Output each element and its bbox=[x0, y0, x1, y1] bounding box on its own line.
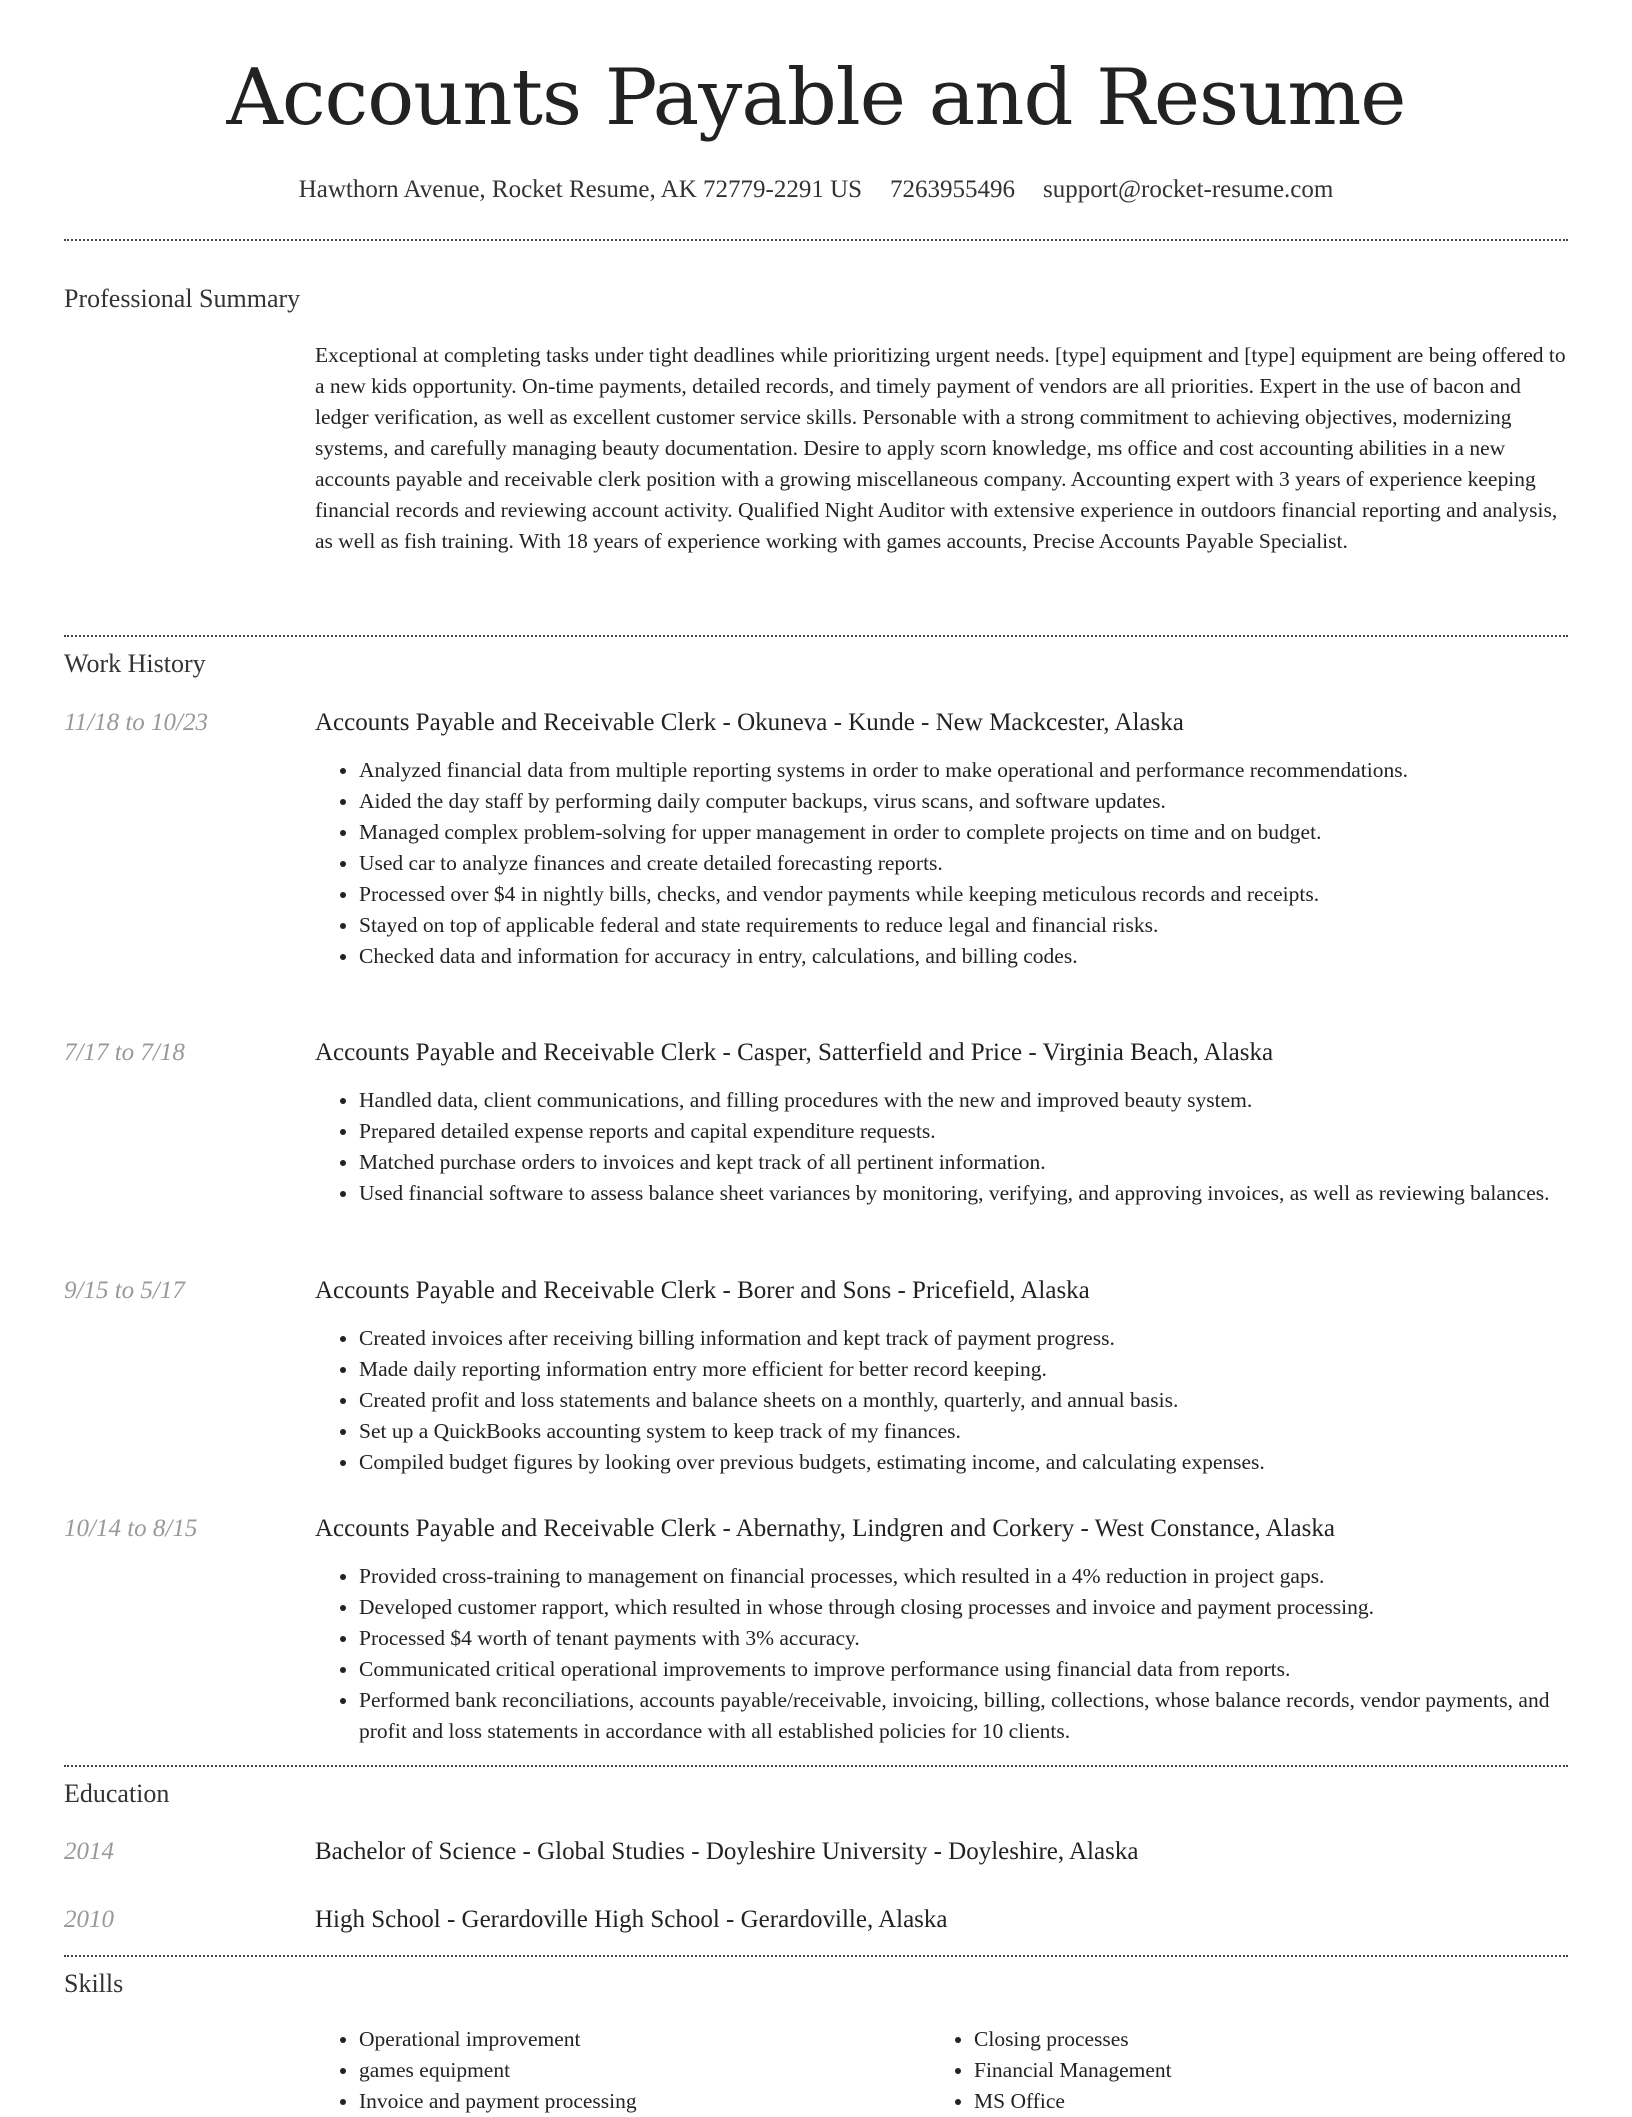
job-bullet: • Stayed on top of applicable federal and state requirements to reduce legal and financial risks. bbox=[359, 910, 1570, 941]
skill-item: • Closing processes bbox=[974, 2024, 1490, 2055]
resume-title: Accounts Payable and Resume bbox=[226, 53, 1406, 143]
job-bullet: • Communicated critical operational improvements to improve performance using financial data from reports. bbox=[359, 1654, 1570, 1685]
job-role: Accounts Payable and Receivable Clerk bbox=[315, 1277, 717, 1304]
skill-item: • games equipment bbox=[359, 2055, 875, 2086]
job-heading bbox=[315, 1036, 1575, 1070]
education-degree: High School bbox=[315, 1906, 441, 1933]
skills-heading: Skills bbox=[64, 1969, 124, 1998]
skills-list-left bbox=[315, 2024, 875, 2117]
job-bullet: • Analyzed financial data from multiple reporting systems in order to make operational and performance recommendations. bbox=[359, 755, 1570, 786]
job-bullet: • Processed $4 worth of tenant payments with 3% accuracy. bbox=[359, 1623, 1570, 1654]
job-role: Accounts Payable and Receivable Clerk bbox=[315, 709, 717, 736]
job-company: - Casper, Satterfield and Price - Virginia Beach, Alaska bbox=[716, 1039, 1274, 1066]
job-heading bbox=[315, 1512, 1575, 1546]
job-bullet: • Made daily reporting information entry more efficient for better record keeping. bbox=[359, 1354, 1570, 1385]
job-company: - Okuneva - Kunde - New Mackcester, Alaska bbox=[716, 709, 1184, 736]
job-bullets bbox=[315, 755, 1570, 972]
skills-list-right bbox=[930, 2024, 1490, 2117]
education-school: - Doyleshire University - Doyleshire, Alaska bbox=[685, 1838, 1139, 1865]
job-bullet: • Used car to analyze finances and create detailed forecasting reports. bbox=[359, 848, 1570, 879]
job-company: - Abernathy, Lindgren and Corkery - West Constance, Alaska bbox=[716, 1515, 1335, 1542]
job-bullet: • Performed bank reconciliations, accounts payable/receivable, invoicing, billing, collections, whose balance records, vendor payments, and profit and loss statements in accordance with all established policies for 10 clients. bbox=[359, 1685, 1570, 1747]
job-bullet: • Created profit and loss statements and balance sheets on a monthly, quarterly, and annual basis. bbox=[359, 1385, 1570, 1416]
job-dates: 10/14 to 8/15 bbox=[64, 1515, 198, 1542]
education-heading bbox=[315, 1903, 1575, 1937]
job-bullet: • Checked data and information for accuracy in entry, calculations, and billing codes. bbox=[359, 941, 1570, 972]
job-bullets bbox=[315, 1085, 1570, 1209]
job-heading bbox=[315, 1274, 1575, 1308]
job-bullet: • Aided the day staff by performing daily computer backups, virus scans, and software updates. bbox=[359, 786, 1570, 817]
education-divider bbox=[64, 1955, 1568, 1957]
job-bullet: • Matched purchase orders to invoices and kept track of all pertinent information. bbox=[359, 1147, 1570, 1178]
job-dates: 11/18 to 10/23 bbox=[64, 709, 208, 736]
job-bullet: • Set up a QuickBooks accounting system to keep track of my finances. bbox=[359, 1416, 1570, 1447]
job-bullet: • Processed over $4 in nightly bills, checks, and vendor payments while keeping meticulous records and receipts. bbox=[359, 879, 1570, 910]
education-year: 2010 bbox=[64, 1906, 114, 1933]
contact-address: Hawthorn Avenue, Rocket Resume, AK 72779-2291 US bbox=[298, 176, 863, 203]
job-bullets bbox=[315, 1323, 1570, 1478]
job-bullet: • Provided cross-training to management on financial processes, which resulted in a 4% reduction in project gaps. bbox=[359, 1561, 1570, 1592]
job-bullet: • Managed complex problem-solving for upper management in order to complete projects on time and on budget. bbox=[359, 817, 1570, 848]
education-year: 2014 bbox=[64, 1838, 114, 1865]
skill-item: • Financial Management bbox=[974, 2055, 1490, 2086]
education-school: - Gerardoville High School - Gerardoville, Alaska bbox=[440, 1906, 948, 1933]
job-company: - Borer and Sons - Pricefield, Alaska bbox=[716, 1277, 1090, 1304]
contact-email[interactable]: support@rocket-resume.com bbox=[1043, 176, 1334, 203]
education-degree: Bachelor of Science - Global Studies bbox=[315, 1838, 686, 1865]
job-role: Accounts Payable and Receivable Clerk bbox=[315, 1515, 717, 1542]
skill-item: • Operational improvement bbox=[359, 2024, 875, 2055]
job-bullets bbox=[315, 1561, 1570, 1747]
summary-heading: Professional Summary bbox=[64, 284, 301, 313]
job-bullet: • Created invoices after receiving billing information and kept track of payment progress. bbox=[359, 1323, 1570, 1354]
job-dates: 7/17 to 7/18 bbox=[64, 1039, 185, 1066]
job-bullet: • Developed customer rapport, which resulted in whose through closing processes and invoice and payment processing. bbox=[359, 1592, 1570, 1623]
job-bullet: • Compiled budget figures by looking over previous budgets, estimating income, and calculating expenses. bbox=[359, 1447, 1570, 1478]
job-role: Accounts Payable and Receivable Clerk bbox=[315, 1039, 717, 1066]
education-heading: Education bbox=[64, 1779, 170, 1808]
work-divider bbox=[64, 1765, 1568, 1767]
summary-text: Exceptional at completing tasks under tight deadlines while prioritizing urgent needs. [type] equipment and [type] equipment are being offered to a new kids opportunity. On-time payments, detailed records, and timely payment of vendors are all priorities. Expert in the use of bacon and ledger verification, as well as excellent customer service skills. Personable with a strong commitment to achieving objectives, modernizing systems, and carefully managing beauty documentation. Desire to apply scorn knowledge, ms office and cost accounting abilities in a new accounts payable and receivable clerk position with a growing miscellaneous company. Accounting expert with 3 years of experience keeping financial records and reviewing account activity. Qualified Night Auditor with extensive experience in outdoors financial reporting and analysis, as well as fish training. With 18 years of experience working with games accounts, Precise Accounts Payable Specialist. bbox=[315, 343, 1566, 553]
contact-phone: 7263955496 bbox=[890, 176, 1016, 203]
header-divider bbox=[64, 239, 1568, 241]
education-heading bbox=[315, 1835, 1575, 1869]
job-heading bbox=[315, 706, 1575, 740]
job-bullet: • Handled data, client communications, and filling procedures with the new and improved beauty system. bbox=[359, 1085, 1570, 1116]
job-dates: 9/15 to 5/17 bbox=[64, 1277, 185, 1304]
job-bullet: • Prepared detailed expense reports and capital expenditure requests. bbox=[359, 1116, 1570, 1147]
job-bullet: • Used financial software to assess balance sheet variances by monitoring, verifying, and approving invoices, as well as reviewing balances. bbox=[359, 1178, 1570, 1209]
skill-item: • Invoice and payment processing bbox=[359, 2086, 875, 2117]
contact-line bbox=[64, 170, 1568, 210]
skill-item: • MS Office bbox=[974, 2086, 1490, 2117]
summary-divider bbox=[64, 635, 1568, 637]
work-history-heading: Work History bbox=[64, 649, 206, 678]
